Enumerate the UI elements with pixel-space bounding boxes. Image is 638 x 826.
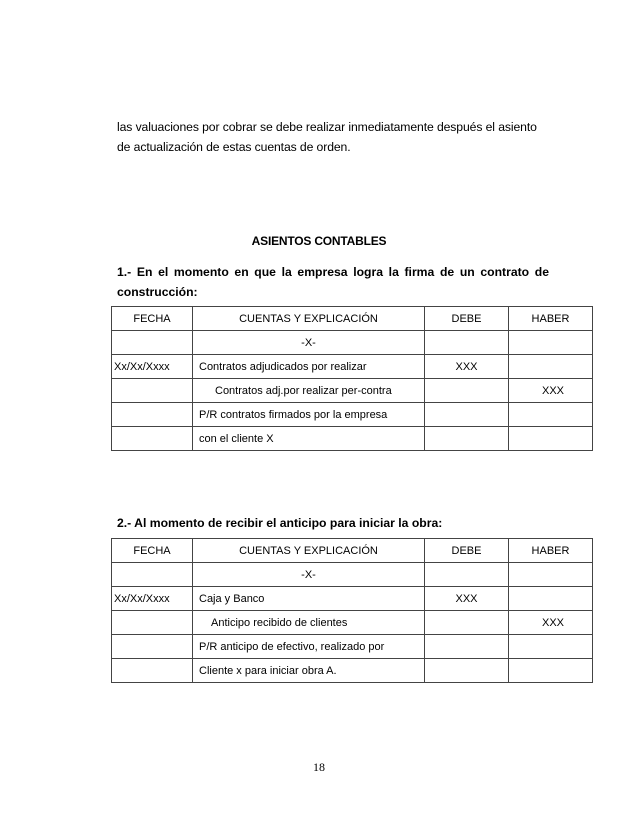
entry-marker: -X- bbox=[193, 331, 425, 355]
intro-line-1: las valuaciones por cobrar se debe realizar inmediatamente después el asiento bbox=[117, 120, 537, 134]
table-row bbox=[112, 635, 593, 659]
header-debe: DEBE bbox=[425, 539, 509, 563]
debit-amount: XXX bbox=[425, 355, 509, 379]
table-row bbox=[112, 355, 593, 379]
table-row bbox=[112, 379, 593, 403]
section-2-title: 2.- Al momento de recibir el anticipo para iniciar la obra: bbox=[117, 516, 443, 530]
journal-table-1 bbox=[111, 306, 593, 451]
credit-amount: XXX bbox=[509, 379, 593, 403]
intro-line-2: de actualización de estas cuentas de orden. bbox=[117, 140, 351, 154]
credit-account: Anticipo recibido de clientes bbox=[193, 611, 425, 635]
table-header-row bbox=[112, 307, 593, 331]
table-header-row bbox=[112, 539, 593, 563]
header-fecha: FECHA bbox=[112, 307, 193, 331]
entry-date: Xx/Xx/Xxxx bbox=[112, 587, 193, 611]
intro-paragraph bbox=[117, 117, 547, 157]
page-number: 18 bbox=[313, 760, 325, 774]
explanation-line-2: con el cliente X bbox=[193, 427, 425, 451]
table-row bbox=[112, 611, 593, 635]
table-row bbox=[112, 331, 593, 355]
table-row bbox=[112, 403, 593, 427]
credit-amount: XXX bbox=[509, 611, 593, 635]
table-row bbox=[112, 587, 593, 611]
debit-account: Caja y Banco bbox=[193, 587, 425, 611]
explanation-line-2: Cliente x para iniciar obra A. bbox=[193, 659, 425, 683]
table-row bbox=[112, 563, 593, 587]
header-haber: HABER bbox=[509, 307, 593, 331]
entry-marker: -X- bbox=[193, 563, 425, 587]
entry-date: Xx/Xx/Xxxx bbox=[112, 355, 193, 379]
header-debe: DEBE bbox=[425, 307, 509, 331]
header-haber: HABER bbox=[509, 539, 593, 563]
explanation-line-1: P/R anticipo de efectivo, realizado por bbox=[193, 635, 425, 659]
journal-table-2 bbox=[111, 538, 593, 683]
header-cuentas: CUENTAS Y EXPLICACIÓN bbox=[193, 307, 425, 331]
table-row bbox=[112, 427, 593, 451]
debit-account: Contratos adjudicados por realizar bbox=[193, 355, 425, 379]
table-row bbox=[112, 659, 593, 683]
header-fecha: FECHA bbox=[112, 539, 193, 563]
debit-amount: XXX bbox=[425, 587, 509, 611]
section-1-title: 1.- En el momento en que la empresa logra la firma de un contrato de construcción: bbox=[117, 265, 549, 299]
credit-account: Contratos adj.por realizar per-contra bbox=[193, 379, 425, 403]
section-heading: ASIENTOS CONTABLES bbox=[251, 234, 387, 248]
header-cuentas: CUENTAS Y EXPLICACIÓN bbox=[193, 539, 425, 563]
explanation-line-1: P/R contratos firmados por la empresa bbox=[193, 403, 425, 427]
